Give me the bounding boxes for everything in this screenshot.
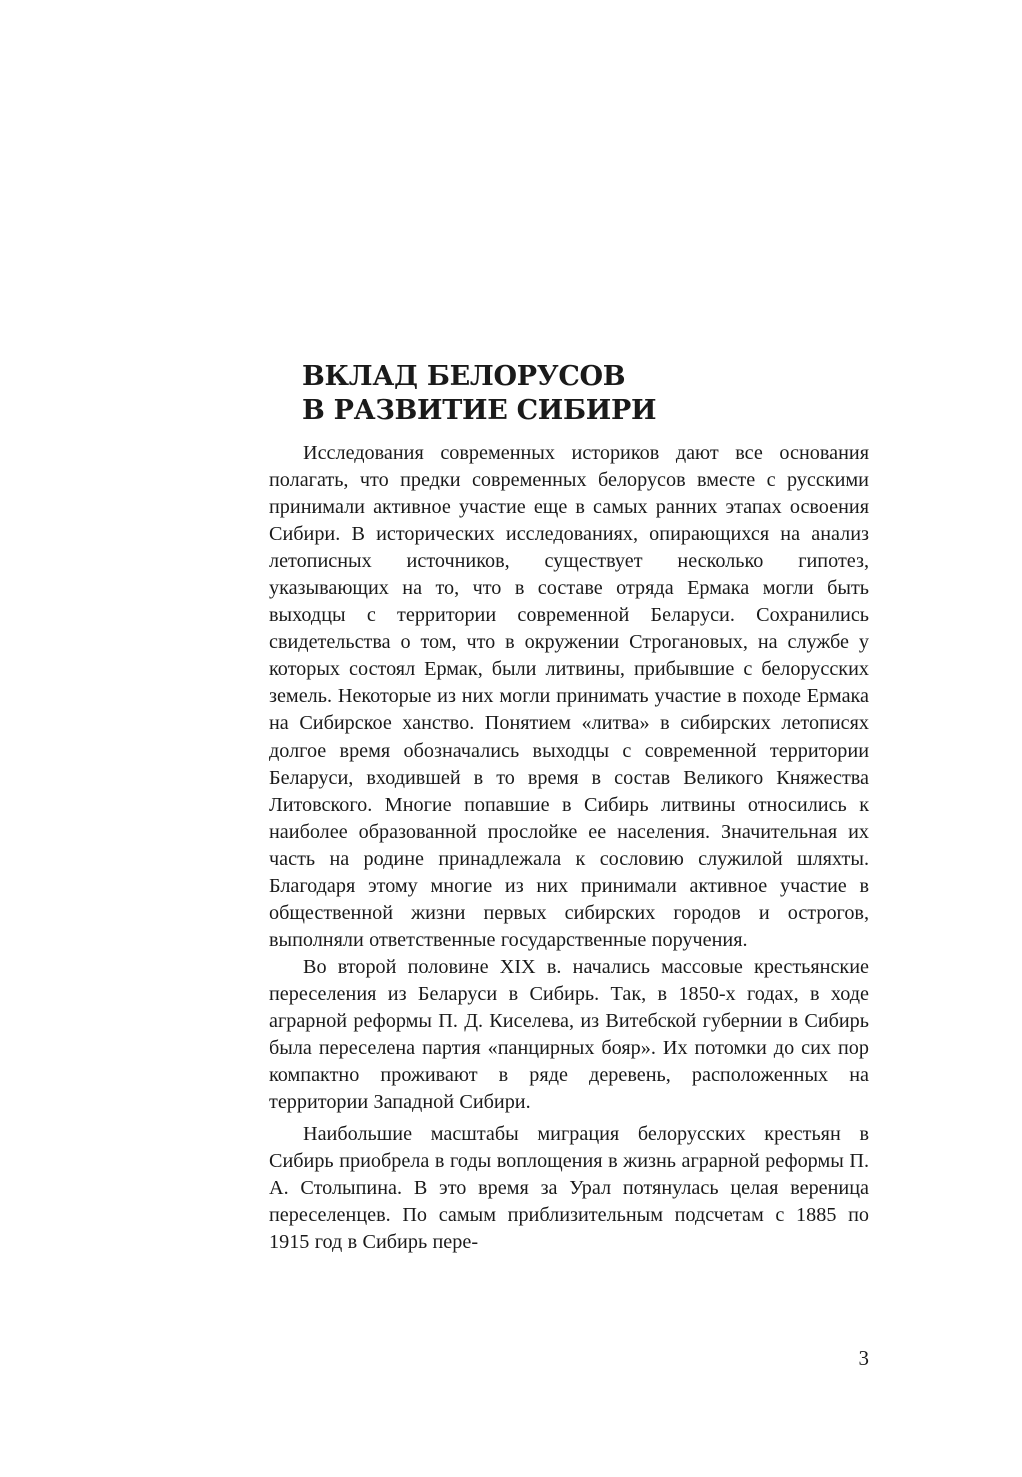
chapter-heading-line-2: В РАЗВИТИЕ СИБИРИ (302, 395, 657, 426)
paragraph-3: Наибольшие масштабы миграция белорусских крестьян в Сибирь приобрела в годы воплощения в жизнь аграрной реформы П. А. Столыпина. В это время за Урал потянулась целая вереница переселенцев. По самым приблизительным подсчетам с 1885 по 1915 год в Сибирь пере- (269, 1123, 869, 1254)
chapter-heading-line-1: ВКЛАД БЕЛОРУСОВ (302, 361, 626, 392)
paragraph-2: Во второй половине XIX в. начались массовые крестьянские переселения из Беларуси в Сибирь. Так, в 1850-х годах, в ходе аграрной реформы П. Д. Киселева, из Витебской губернии в Сибирь была переселена партия «панцирных бояр». Их потомки до сих пор компактно проживают в ряде деревень, расположенных на территории Западной Сибири. (269, 955, 869, 1114)
paragraph-1: Исследования современных историков дают все основания полагать, что предки современных белорусов вместе с русскими принимали активное участие еще в самых ранних этапах освоения Сибири. В исторических исследованиях, опирающихся на анализ летописных источников, существует несколько гипотез, указывающих на то, что в составе отряда Ермака могли быть выходцы с территории современной Беларуси. Сохранились свидетельства о том, что в окружении Строгановых, на службе у которых состоял Ермак, были литвины, прибывшие с белорусских земель. Некоторые из них могли принимать участие в походе Ермака на Сибирское ханство. Понятием «литва» в сибирских летописях долгое время обозначались выходцы с современной территории Беларуси, входившей в то время в состав Великого Княжества Литовского. Многие попавшие в Сибирь литвины относились к наиболее образованной прослойке ее населения. Значительная их часть на родине принадлежала к сословию служилой шляхты. Благодаря этому многие из них принимали активное участие в общественной жизни первых сибирских городов и острогов, выполняли ответственные государственные поручения. (269, 442, 869, 951)
page-number: 3 (858, 1346, 869, 1370)
chapter-heading (302, 360, 862, 428)
body-text (269, 440, 869, 1256)
